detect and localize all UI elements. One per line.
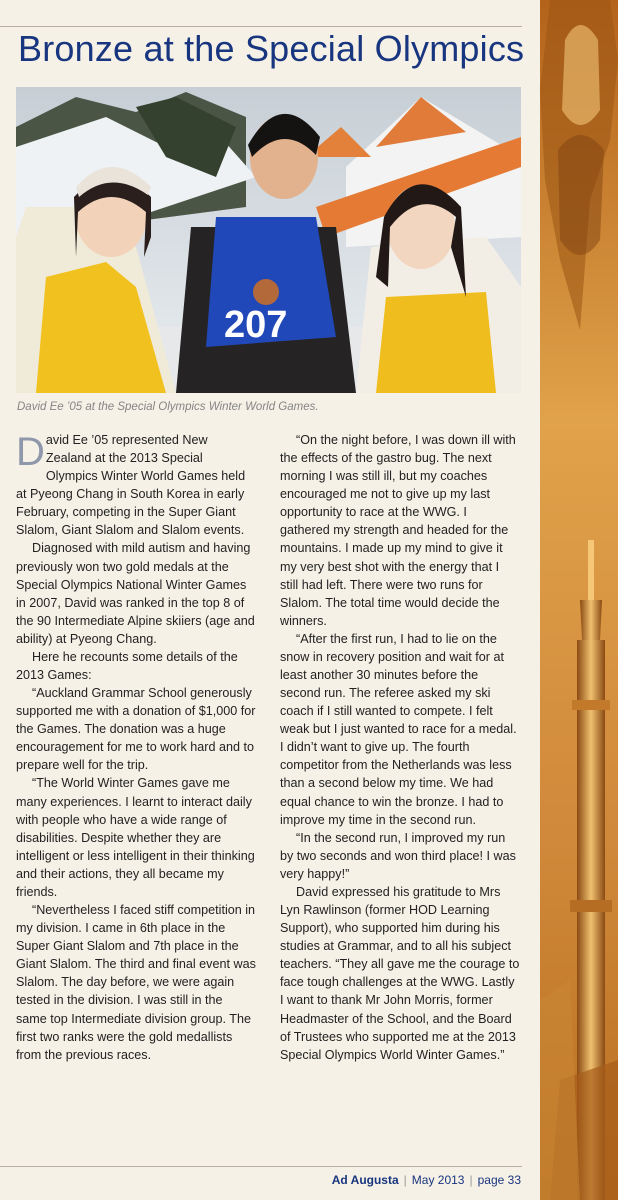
paragraph: “In the second run, I improved my run by two seconds and won third place! I was very happy!” [280,830,516,881]
paragraph: “Nevertheless I faced stiff competition in my division. I came in 6th place in the Super Giant Slalom and 7th place in the Giant Slalom. The third and final event was Slalom. The day before, we were again tested in the division. I was still in the same top Intermediate division group. The first two ranks were the gold medallists from the previous races. [16,903,256,1062]
drop-cap: D [16,430,45,474]
page-footer [332,1173,521,1187]
top-rule [0,26,522,27]
photo-caption: David Ee ’05 at the Special Olympics Winter World Games. [17,401,319,413]
article-title: Bronze at the Special Olympics [18,28,525,69]
paragraph: “Auckland Grammar School generously supported me with a donation of $1,000 for the Games. The donation was a huge encouragement for me to work hard and to prepare well for the trip. [16,686,256,773]
paragraph: David Ee ’05 represented New Zealand at the 2013 Special Olympics Winter World Games held at Pyeong Chang in South Korea in early February, competing in the Super Giant Slalom, Giant Slalom and Slalom events. [16,430,246,538]
tower-illustration [540,0,618,1200]
publication-name: Ad Augusta [331,1173,399,1187]
paragraph: David expressed his gratitude to Mrs Lyn Rawlinson (former HOD Learning Support), who supported him during his studies at Grammar, and to all his subject teachers. “They all gave me the courage to face tough challenges at the WWG. Lastly I want to thank Mr John Morris, former Headmaster of the School, and the Board of Trustees who supported me at the 2013 Special Olympics World Winter Games.” [280,884,520,1062]
footer-separator: | [469,1173,473,1187]
bottom-rule [0,1166,522,1167]
issue-date: May 2013 [411,1173,465,1187]
footer-separator: | [403,1173,407,1187]
paragraph: Here he recounts some details of the 2013 Games: [16,649,238,683]
article-column-right [280,431,520,1064]
paragraph: “On the night before, I was down ill with the effects of the gastro bug. The next morning I was still ill, but my coaches encouraged me not to give up my last opportunity to race at the WWG. I gathered my strength and headed for the mountains. I made up my mind to give it my very best shot with the energy that I still had left. There were two runs for Slalom. The total time would decide the winners. [280,433,516,628]
paragraph: Diagnosed with mild autism and having previously won two gold medals at the Special Olympics National Winter Games in 2007, David was ranked in the top 8 of the 90 Intermediate Alpine skiiers (age and ability) at Pyeong Chang. [16,541,255,646]
paragraph: “The World Winter Games gave me many experiences. I learnt to interact daily with people who have a wide range of disabilities. Despite whether they are intelligent or less intelligent in their thinking and their actions, they all became my friends. [16,776,255,899]
decorative-side-image [540,0,618,1200]
article-column-left [16,431,256,1064]
bib-number: 207 [224,304,288,346]
photo-illustration [16,87,521,393]
article-photo [16,87,521,393]
paragraph: “After the first run, I had to lie on the snow in recovery position and wait for at least another 30 minutes before the second run. The referee asked my ski coach if I still wanted to compete. I felt weak but I just wanted to race for a medal. I didn’t want to give up. The fourth competitor from the Netherlands was less than a second below my time. We had equal chance to win the bronze. I had to improve my time in the second run. [280,631,517,827]
page-number: page 33 [477,1173,521,1187]
